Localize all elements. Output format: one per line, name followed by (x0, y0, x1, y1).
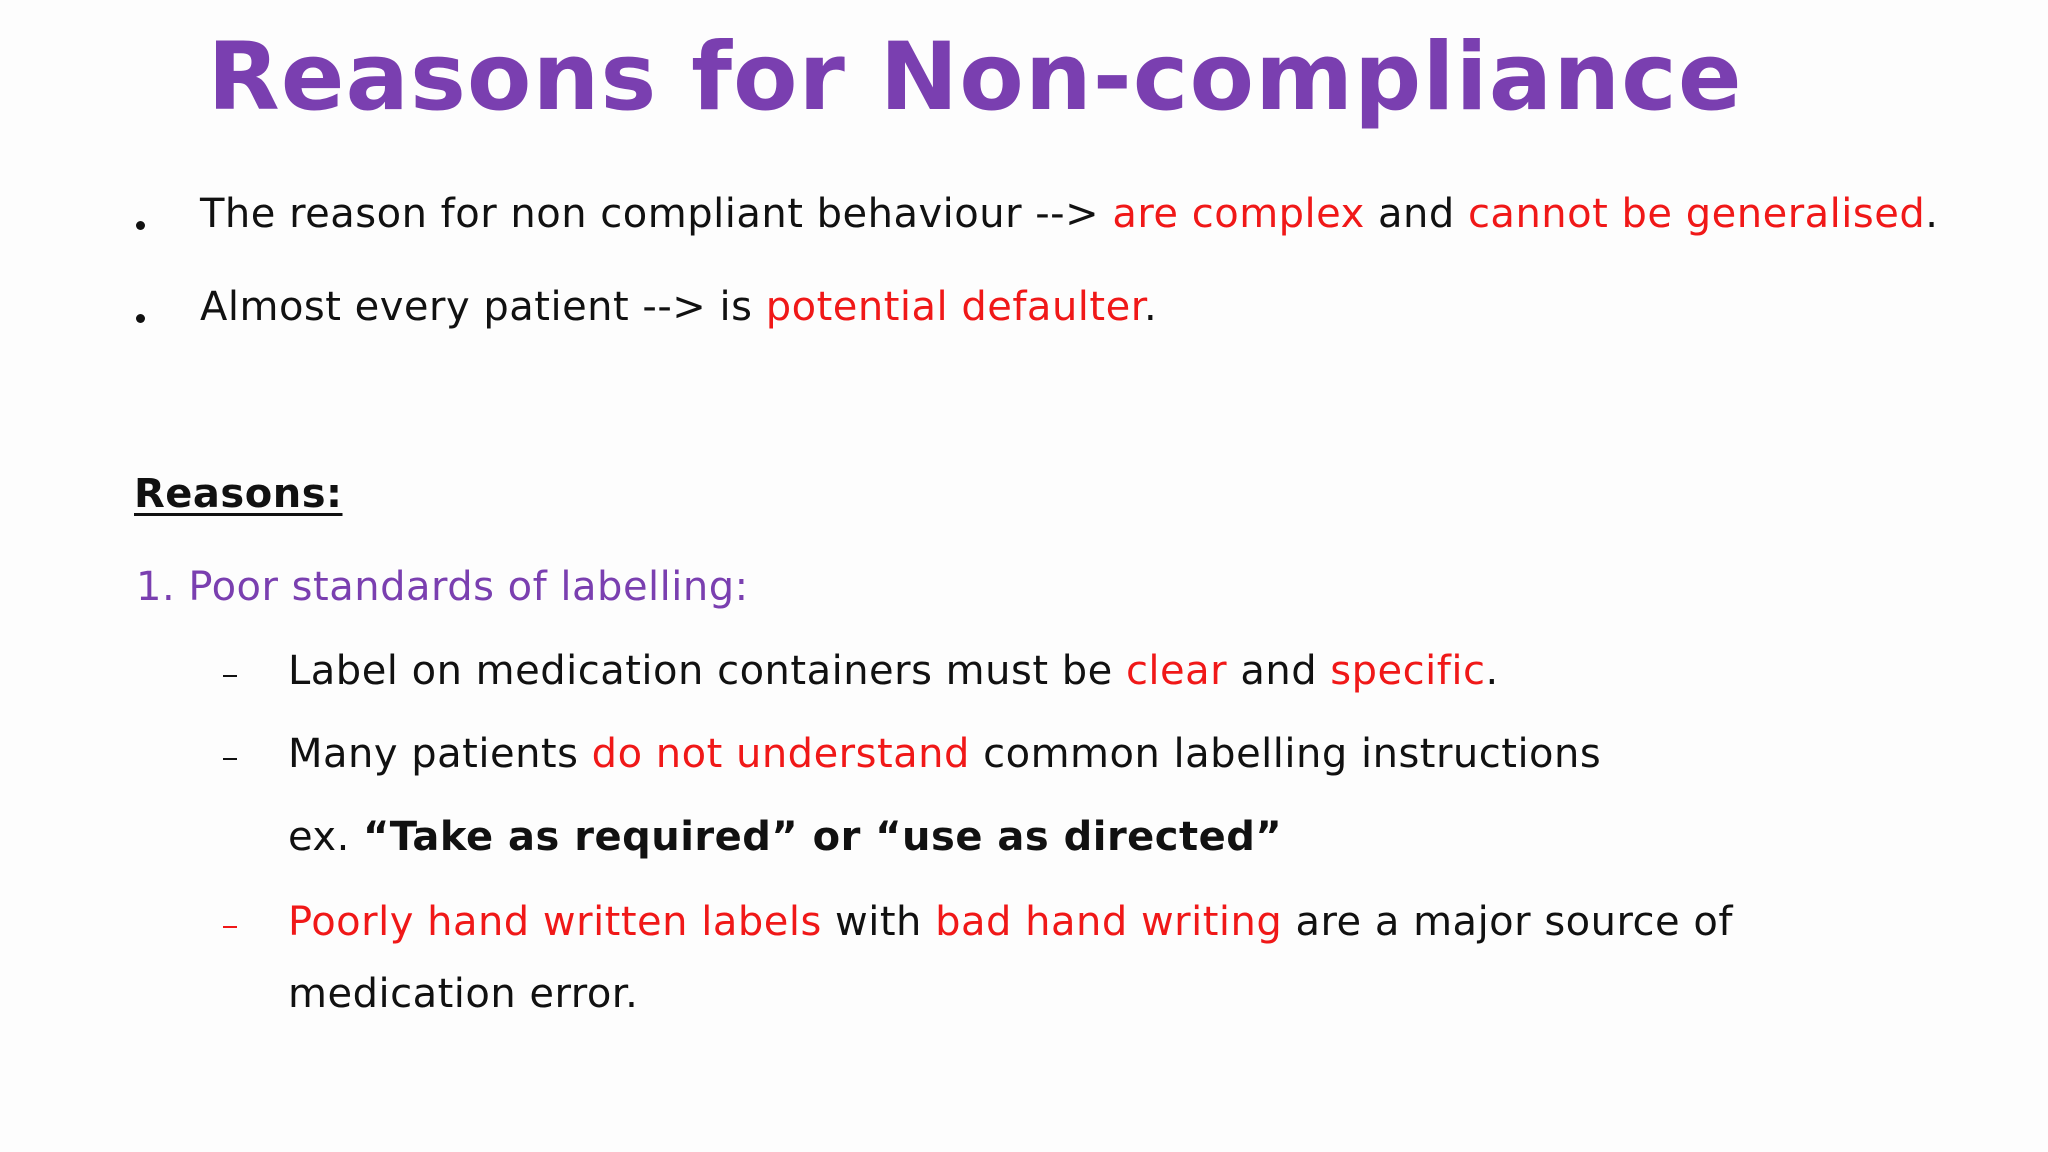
sub-item-2 (288, 730, 1601, 778)
sub-item-2-text: Many patients (288, 731, 592, 777)
sub-item-1-emphasis-clear: clear (1125, 648, 1228, 694)
bullet-1-connector: and (1364, 191, 1468, 237)
slide-title: Reasons for Non-compliance (207, 23, 1743, 132)
bullet-line-2 (200, 283, 1157, 331)
bullet-2-period: . (1143, 284, 1158, 330)
sub-item-1-emphasis-specific: specific (1330, 648, 1486, 694)
bullet-dot (136, 314, 145, 323)
example-prefix: ex. (288, 814, 364, 860)
sub-item-3-continuation: medication error. (288, 971, 639, 1017)
bullet-2-emphasis-defaulter: potential defaulter (765, 284, 1144, 330)
bullet-1-period: . (1925, 191, 1939, 237)
sub-item-2-rest: common labelling instructions (969, 731, 1602, 777)
bullet-2-text: Almost every patient --> is (200, 284, 766, 330)
sub-item-2-example (288, 813, 1282, 861)
reasons-heading: Reasons: (134, 471, 343, 517)
sub-item-3 (288, 898, 1733, 946)
sub-item-1-connector: and (1227, 648, 1331, 694)
sub-item-1-period: . (1485, 648, 1499, 694)
sub-dash (223, 675, 237, 677)
sub-dash (223, 926, 237, 928)
reason-1-heading: 1. Poor standards of labelling: (136, 564, 749, 610)
sub-item-3-emphasis-labels: Poorly hand written labels (288, 899, 822, 945)
bullet-1-emphasis-generalised: cannot be generalised (1467, 191, 1926, 237)
sub-item-2-emphasis-understand: do not understand (591, 731, 970, 777)
sub-dash (223, 758, 237, 760)
sub-item-3-emphasis-writing: bad hand writing (935, 899, 1283, 945)
sub-item-1 (288, 647, 1499, 695)
sub-item-3-rest: are a major source of (1282, 899, 1733, 945)
example-quote: “Take as required” or “use as directed” (363, 814, 1283, 860)
bullet-1-emphasis-complex: are complex (1112, 191, 1365, 237)
sub-item-3-connector: with (821, 899, 936, 945)
bullet-1-text: The reason for non compliant behaviour --> (200, 191, 1113, 237)
bullet-dot (136, 221, 145, 230)
bullet-line-1 (200, 190, 1938, 238)
sub-item-1-text: Label on medication containers must be (288, 648, 1126, 694)
